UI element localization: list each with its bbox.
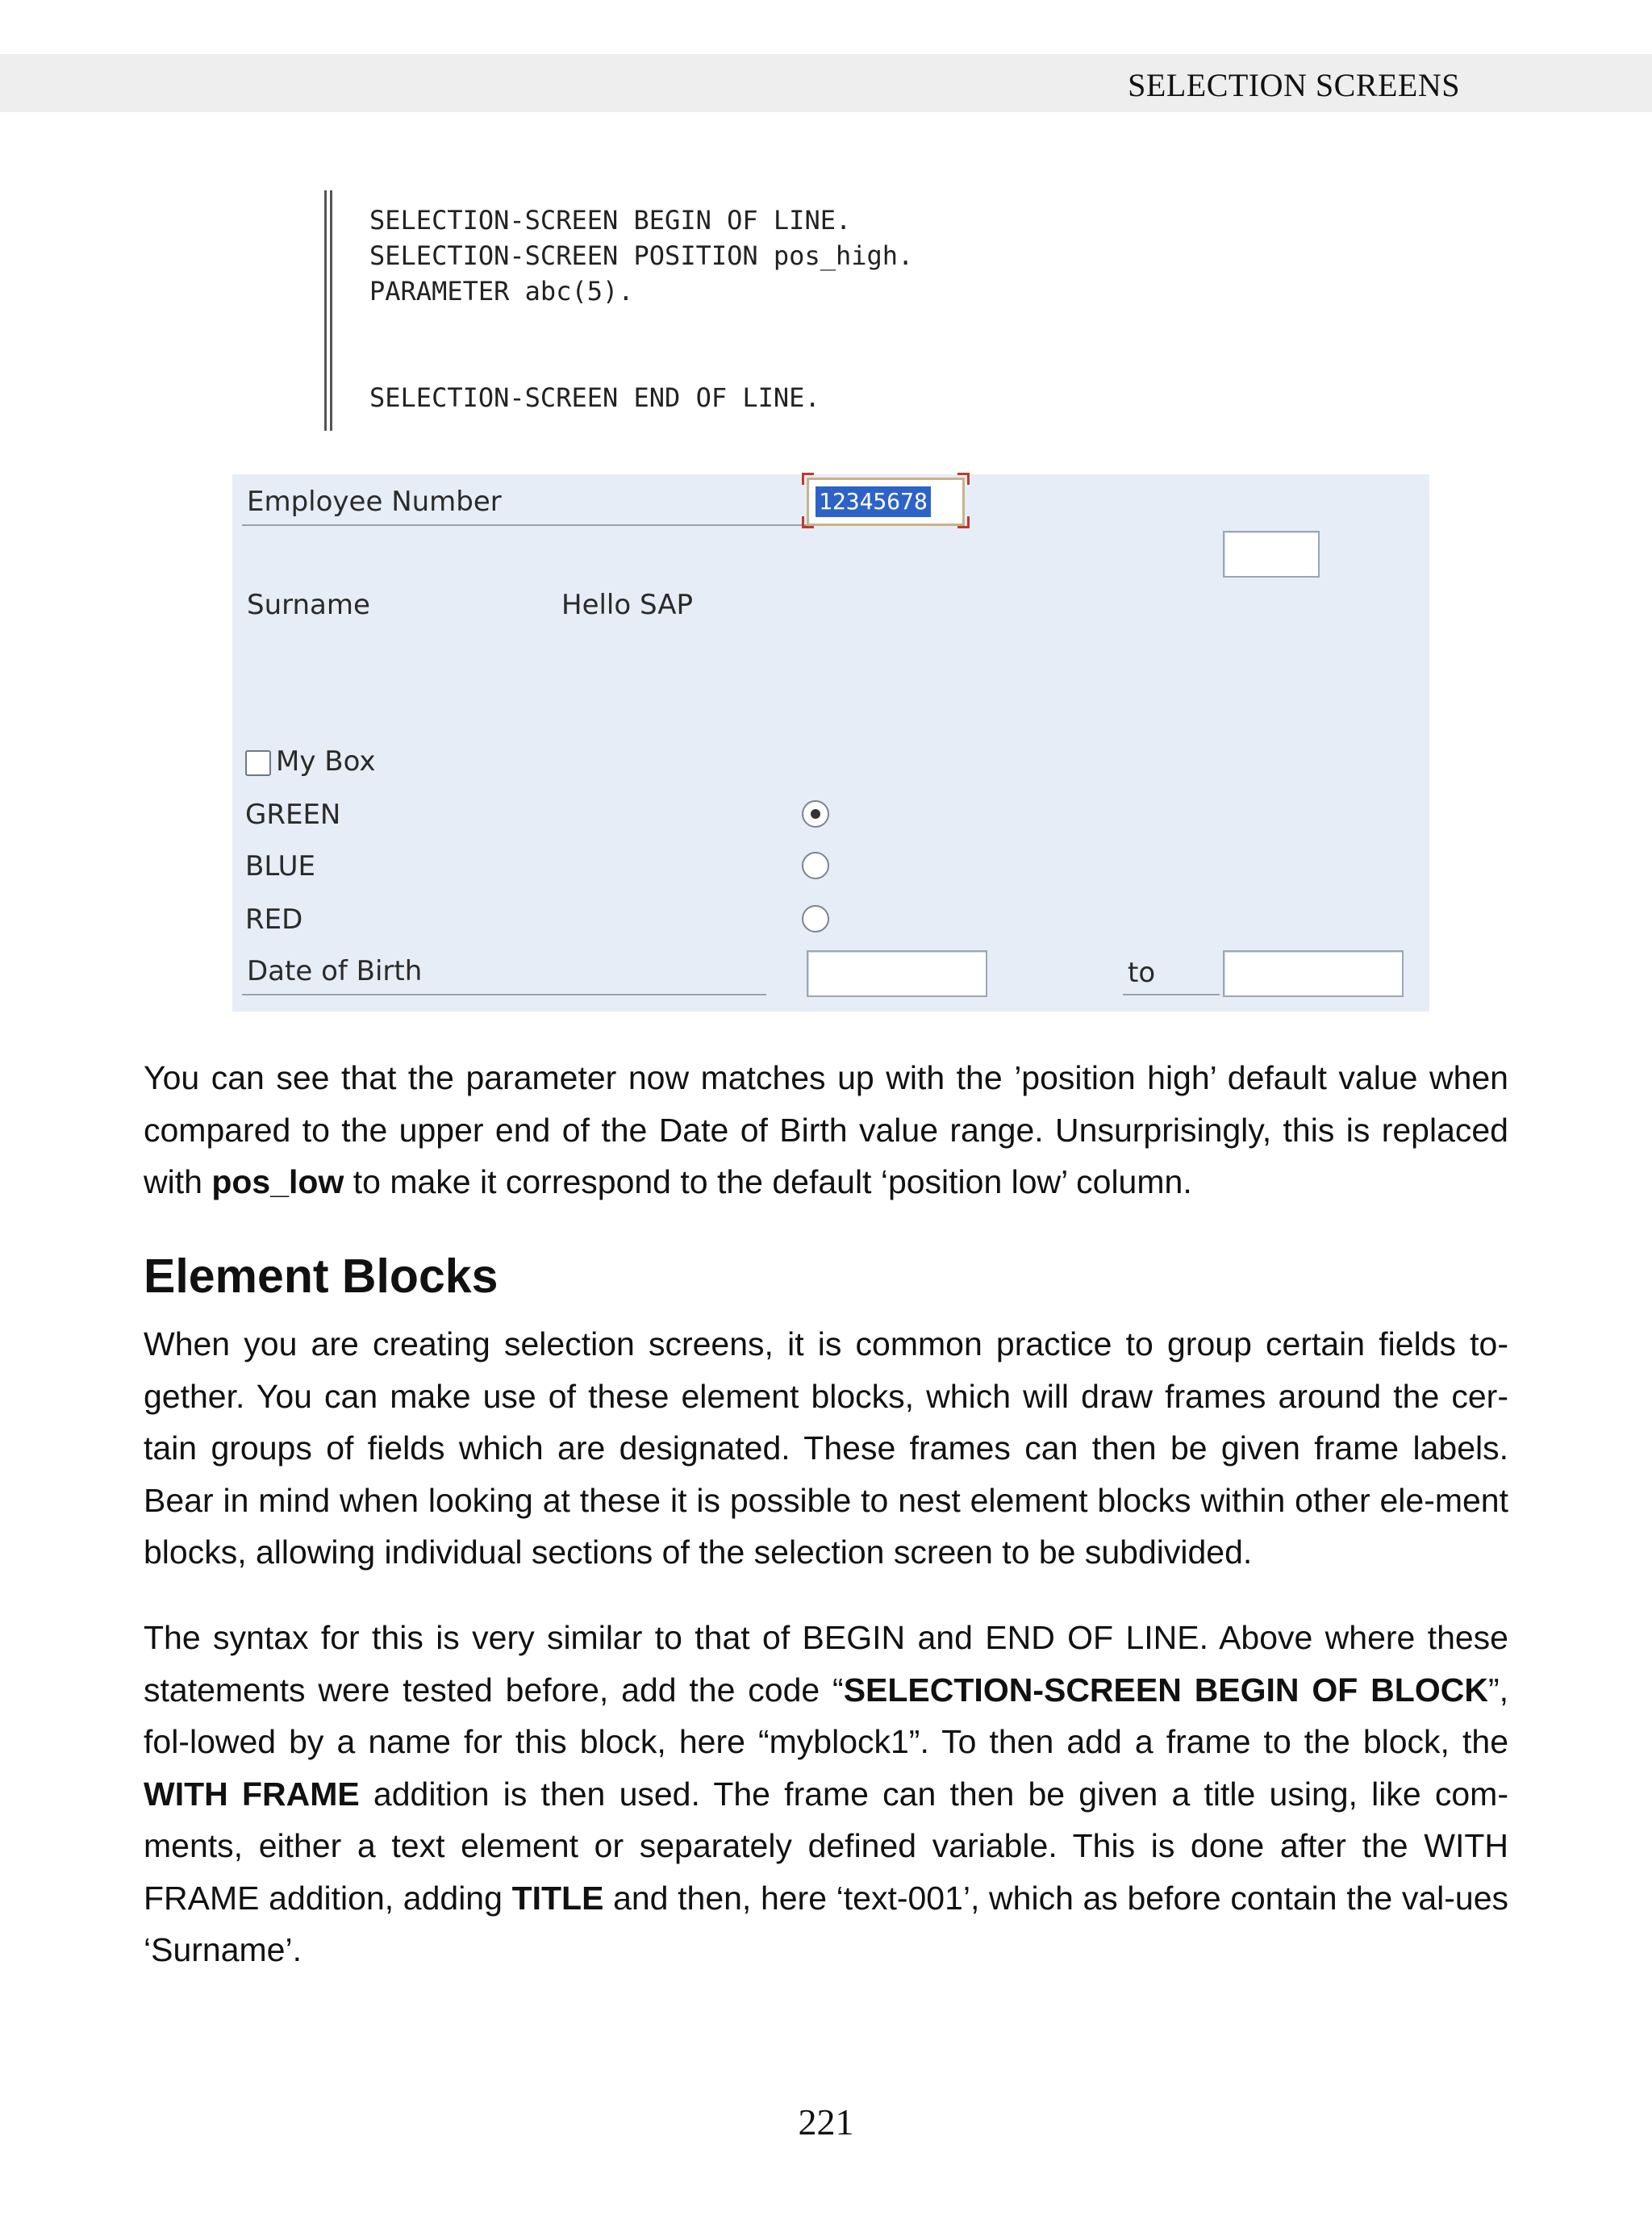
bold-term: SELECTION-SCREEN BEGIN OF BLOCK (843, 1671, 1488, 1709)
bold-term: WITH FRAME (144, 1775, 360, 1813)
focus-corner (802, 473, 814, 485)
section-heading: Element Blocks (144, 1250, 499, 1303)
date-of-birth-low-input[interactable] (807, 950, 987, 997)
paragraph-1 (144, 1052, 1508, 1208)
code-line: SELECTION-SCREEN BEGIN OF LINE. (369, 205, 852, 236)
code-line: SELECTION-SCREEN POSITION pos_high. (369, 240, 914, 271)
focus-corner (802, 516, 814, 528)
employee-number-value: 12345678 (816, 486, 931, 517)
focus-corner (957, 473, 970, 485)
radio-label-red: RED (245, 903, 303, 936)
bold-term: TITLE (511, 1879, 604, 1917)
code-line: SELECTION-SCREEN END OF LINE. (369, 382, 820, 413)
code-line: PARAMETER abc(5). (369, 276, 634, 307)
page-number: 221 (798, 2101, 854, 2143)
radio-green[interactable] (802, 800, 829, 828)
code-listing (324, 190, 1058, 431)
surname-value: Hello SAP (561, 589, 693, 621)
text-run: to make it correspond to the default ‘position low’ column. (344, 1163, 1192, 1200)
field-underline (1123, 994, 1220, 995)
date-of-birth-high-input[interactable] (1223, 950, 1404, 997)
employee-number-label: Employee Number (247, 486, 502, 518)
paragraph-3 (144, 1612, 1508, 1976)
bold-term: pos_low (211, 1163, 344, 1200)
date-of-birth-label: Date of Birth (247, 955, 423, 987)
radio-red[interactable] (802, 905, 829, 933)
selection-screen-preview (232, 474, 1429, 1012)
running-header-title: SELECTION SCREENS (1128, 67, 1460, 103)
my-box-checkbox[interactable] (245, 750, 271, 776)
small-input-box[interactable] (1223, 531, 1320, 578)
surname-label: Surname (247, 589, 370, 621)
range-to-label: to (1128, 957, 1156, 989)
focus-corner (957, 516, 970, 528)
text-run: You can see that the parameter now matches up with the ’position high’ default value when compared to the upper end of the Date of Birth value range. Unsurprisingly, this is replaced with (144, 1059, 1508, 1200)
radio-blue[interactable] (802, 852, 829, 879)
text-run: and then, here ‘text-001’, which as before contain the val-ues ‘Surname’. (144, 1879, 1508, 1968)
field-underline (242, 994, 766, 995)
employee-number-input[interactable] (807, 478, 965, 526)
text-run: ”, fol-lowed by a name for this block, here “myblock1”. To then add a frame to the block, the (144, 1671, 1508, 1760)
radio-label-green: GREEN (245, 799, 341, 831)
my-box-label: My Box (276, 745, 376, 778)
radio-label-blue: BLUE (245, 850, 315, 883)
text-run: addition is then used. The frame can then be given a title using, like com-ments, either a text element or separately defined variable. This is done after the WITH FRAME addition, adding (144, 1775, 1508, 1917)
field-underline (242, 524, 807, 526)
text-run: The syntax for this is very similar to that of BEGIN and END OF LINE. Above where these statements were tested before, add the code “ (144, 1619, 1508, 1709)
text-run: When you are creating selection screens, it is common practice to group certain fields to-gether. You can make use of these element blocks, which will draw frames around the cer-tain groups of fields which are designated. These frames can then be given frame labels. Bear in mind when looking at these it is possible to nest element blocks within other ele-ment blocks, allowing individual sections of the selection screen to be subdivided. (144, 1325, 1508, 1571)
paragraph-2 (144, 1318, 1508, 1579)
